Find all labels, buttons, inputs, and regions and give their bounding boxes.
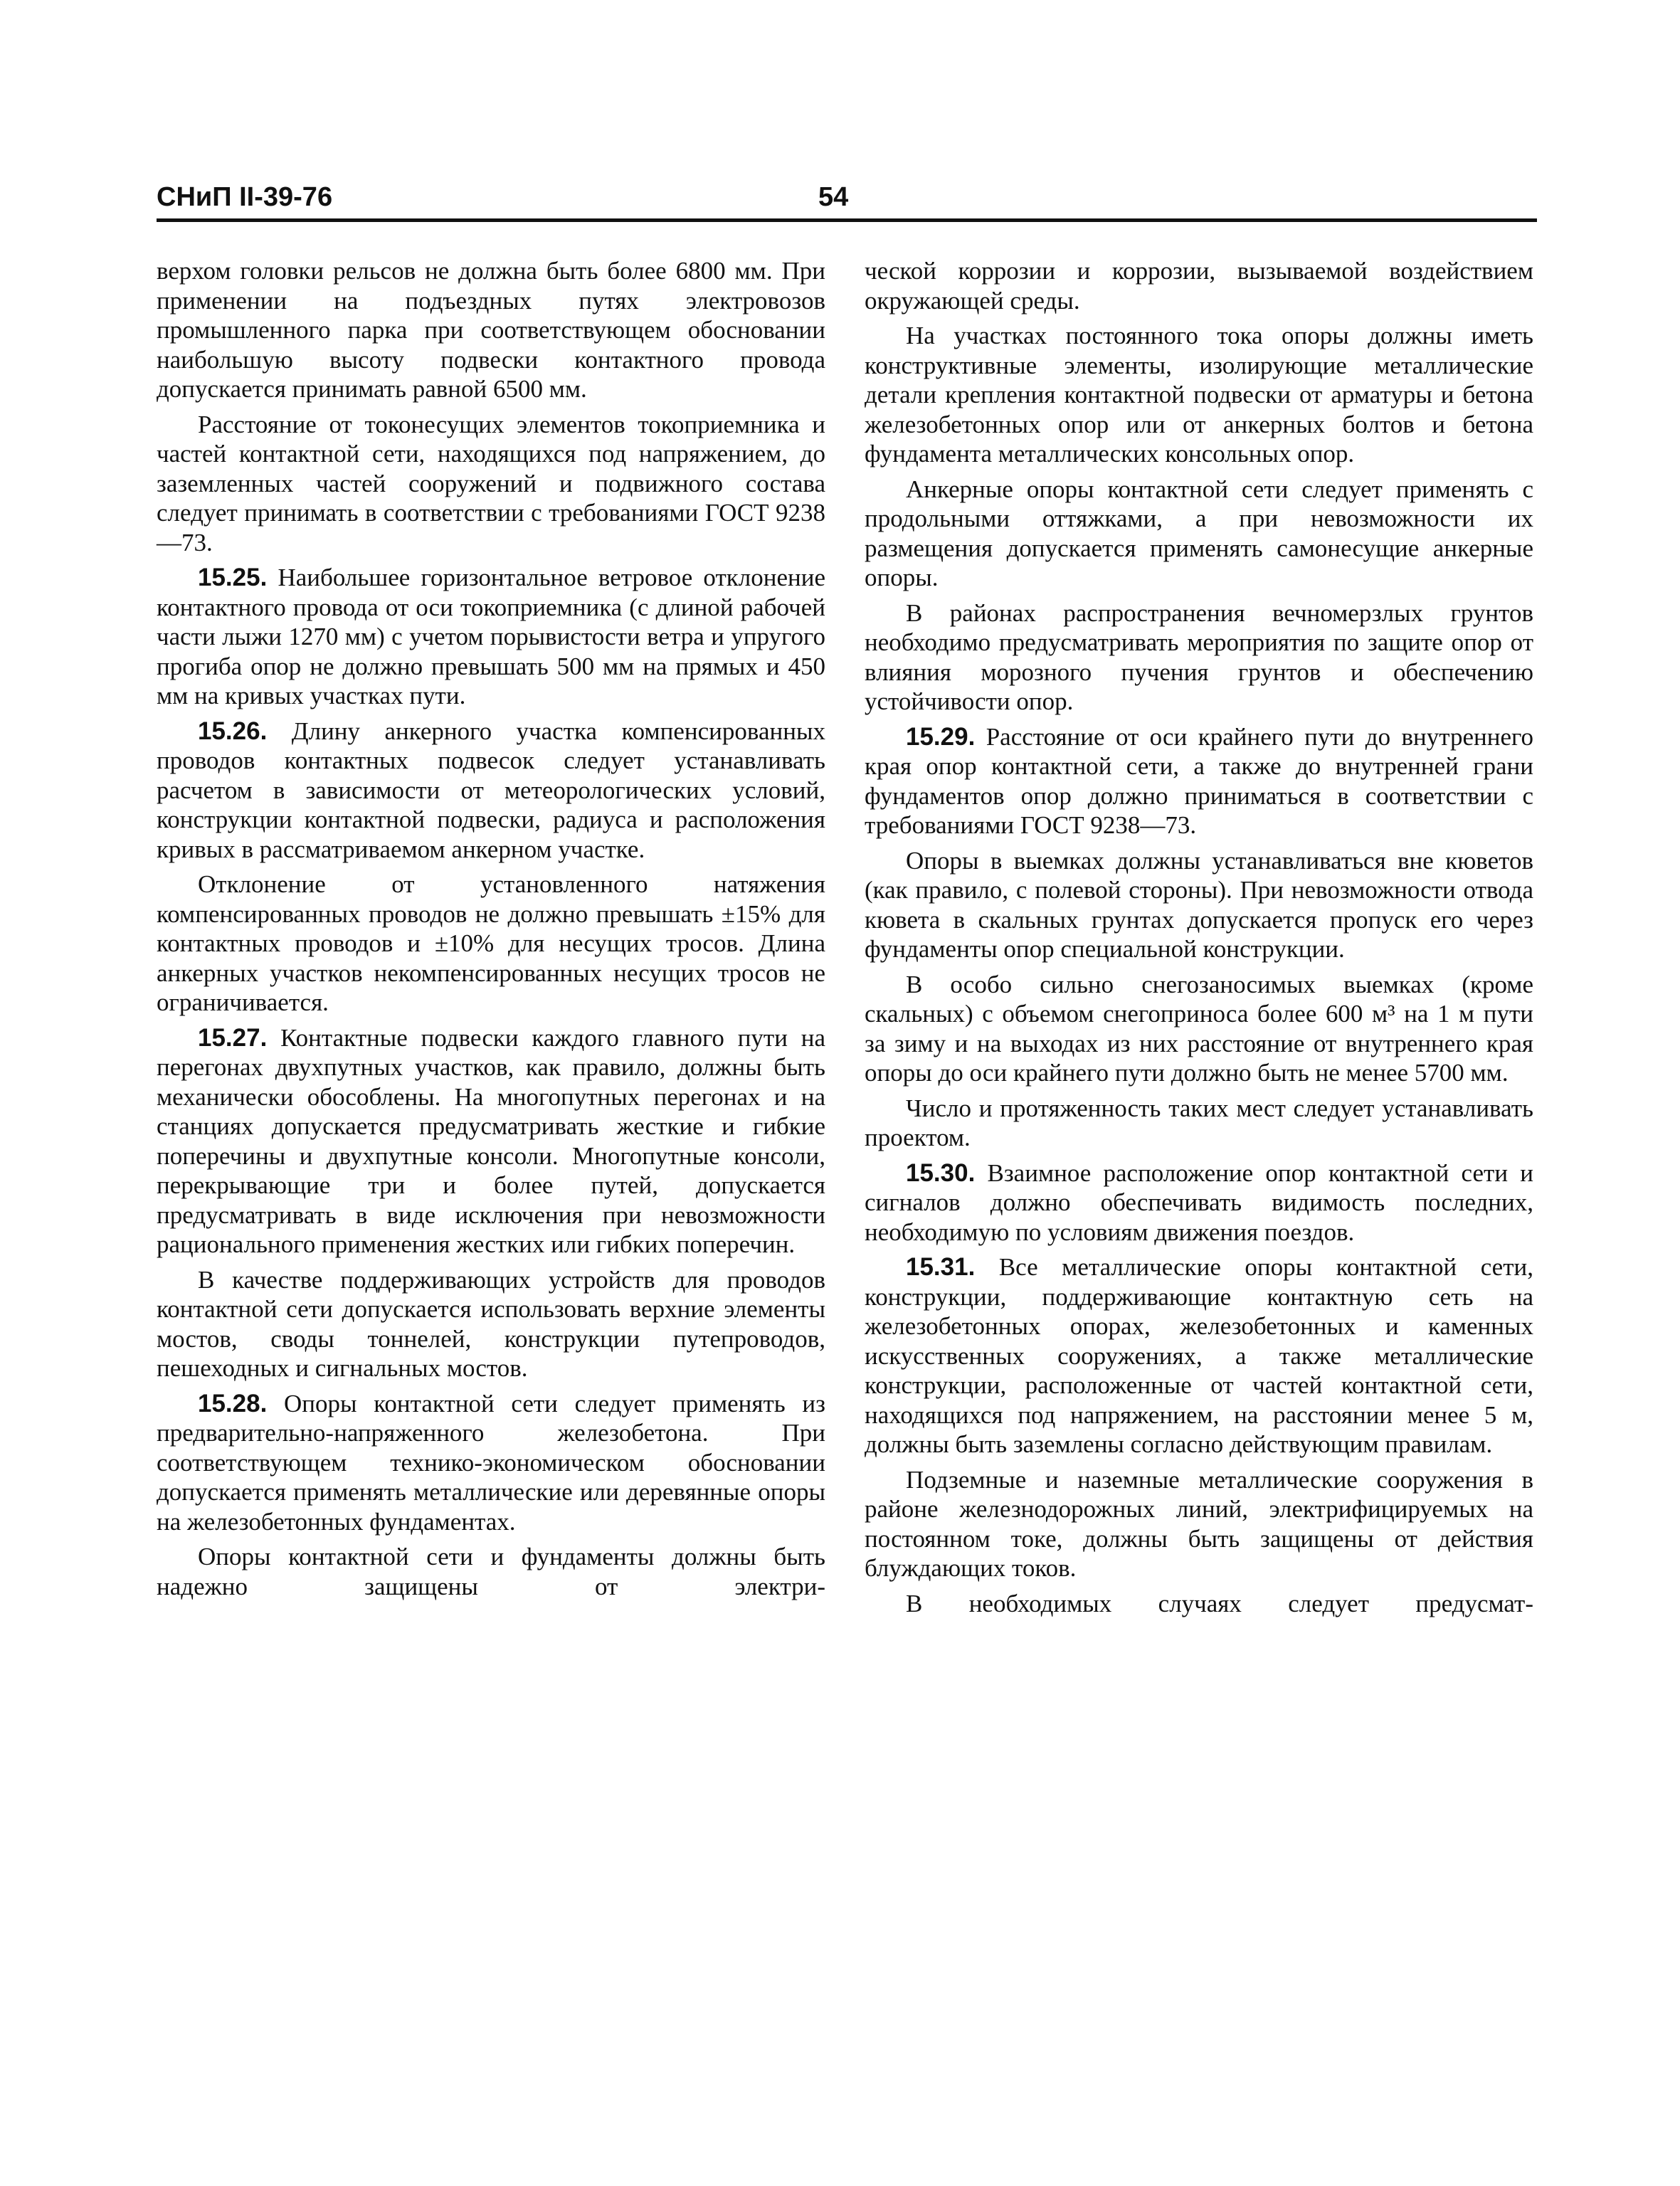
section-15-29 xyxy=(865,722,1533,840)
section-number: 15.28. xyxy=(198,1389,268,1417)
paragraph: ческой коррозии и коррозии, вызываемой воздействием окружающей среды. xyxy=(865,257,1533,315)
page-number: 54 xyxy=(818,182,849,212)
paragraph: Подземные и наземные металлические сооружения в районе железнодорожных линий, электрифицируемых на постоянном токе, должны быть защищены от действия блуждающих токов. xyxy=(865,1465,1533,1582)
section-15-30 xyxy=(865,1158,1533,1247)
paragraph: Отклонение от установленного натяжения компенсированных проводов не должно превышать ±15% для контактных проводов и ±10% для несущих тросов. Длина анкерных участков некомпенсированных несущих тросов не ограничивается. xyxy=(157,870,825,1016)
section-number: 15.30. xyxy=(906,1158,976,1187)
paragraph: Расстояние от токонесущих элементов токоприемника и частей контактной сети, находящихся под напряжением, до заземленных частей сооружений и подвижного состава следует принимать в соответствии с требованиями ГОСТ 9238—73. xyxy=(157,410,825,556)
section-number: 15.29. xyxy=(906,722,976,751)
paragraph: верхом головки рельсов не должна быть более 6800 мм. При применении на подъездных путях электровозов промышленного парка при соответствующем обосновании наибольшую высоту подвески контактного провода допускается принимать равной 6500 мм. xyxy=(157,257,825,403)
paragraph: Опоры в выемках должны устанавливаться вне кюветов (как правило, с полевой стороны). При невозможности отвода кювета в скальных грунтах допускается пропуск его через фундаменты опор специальной конструкции. xyxy=(865,846,1533,963)
section-text: Расстояние от оси крайнего пути до внутреннего края опор контактной сети, а также до внутренней грани фундаментов опор должно приниматься в соответствии с требованиями ГОСТ 9238—73. xyxy=(865,722,1533,839)
paragraph: В качестве поддерживающих устройств для проводов контактной сети допускается использовать верхние элементы мостов, своды тоннелей, конструкции путепроводов, пешеходных и сигнальных мостов. xyxy=(157,1265,825,1382)
section-text: Наибольшее горизонтальное ветровое отклонение контактного провода от оси токоприемника (с длиной рабочей части лыжи 1270 мм) с учетом порывистости ветра и упругого прогиба опор не должно превышать 500 мм на прямых и 450 мм на кривых участках пути. xyxy=(157,564,825,709)
section-number: 15.31. xyxy=(906,1253,976,1281)
paragraph: На участках постоянного тока опоры должны иметь конструктивные элементы, изолирующие металлические детали крепления контактной подвески от арматуры и бетона железобетонных опор или от анкерных болтов и бетона фундамента металлических консольных опор. xyxy=(865,322,1533,468)
paragraph: Опоры контактной сети и фундаменты должны быть надежно защищены от электри- xyxy=(157,1543,825,1600)
section-15-26 xyxy=(157,717,825,865)
section-number: 15.26. xyxy=(198,717,268,745)
section-number: 15.25. xyxy=(198,564,268,591)
section-text: Длину анкерного участка компенсированных проводов контактных подвесок следует устанавливать расчетом в зависимости от метеорологических условий, конструкции контактной подвески, радиуса и расположения кривых в рассматриваемом анкерном участке. xyxy=(157,717,825,863)
section-text: Все металлические опоры контактной сети, конструкции, поддерживающие контактную сеть на железобетонных опорах, железобетонных и каменных искусственных сооружениях, а также металлические конструкции, расположенные от частей контактной сети, находящихся под напряжением, на расстоянии менее 5 м, должны быть заземлены согласно действующим правилам. xyxy=(865,1253,1533,1458)
section-15-31 xyxy=(865,1252,1533,1459)
document-code: СНиП II-39-76 xyxy=(157,182,333,212)
section-number: 15.27. xyxy=(198,1023,268,1052)
left-column xyxy=(157,256,825,1607)
section-15-28 xyxy=(157,1389,825,1537)
page-header xyxy=(157,181,1537,222)
right-column xyxy=(865,256,1533,1624)
paragraph: В особо сильно снегозаносимых выемках (кроме скальных) с объемом снегоприноса более 600 м³ на 1 м пути за зиму и на выходах из них расстояние от внутреннего края опоры до оси крайнего пути должно быть не менее 5700 мм. xyxy=(865,970,1533,1087)
section-text: Опоры контактной сети следует применять из предварительно-напряженного железобетона. При соответствующем технико-экономическом обосновании допускается применять металлические или деревянные опоры на железобетонных фундаментах. xyxy=(157,1389,825,1536)
section-text: Контактные подвески каждого главного пути на перегонах двухпутных участков, как правило, должны быть механически обособлены. На многопутных перегонах и на станциях допускается предусматривать жесткие и гибкие поперечины и двухпутные консоли. Многопутные консоли, перекрывающие три и более путей, допускается предусматривать в виде исключения при невозможности рационального применения жестких или гибких поперечин. xyxy=(157,1023,825,1258)
paragraph: В необходимых случаях следует предусмат- xyxy=(906,1589,1533,1617)
section-15-25 xyxy=(157,563,825,711)
paragraph: Анкерные опоры контактной сети следует применять с продольными оттяжками, а при невозможности их размещения допускается применять самонесущие анкерные опоры. xyxy=(865,475,1533,591)
paragraph: Число и протяженность таких мест следует устанавливать проектом. xyxy=(865,1094,1533,1151)
paragraph: В районах распространения вечномерзлых грунтов необходимо предусматривать мероприятия по защите опор от влияния морозного пучения грунтов и обеспечению устойчивости опор. xyxy=(865,598,1533,715)
section-15-27 xyxy=(157,1023,825,1260)
section-text: Взаимное расположение опор контактной сети и сигналов должно обеспечивать видимость последних, необходимую по условиям движения поездов. xyxy=(865,1158,1533,1246)
